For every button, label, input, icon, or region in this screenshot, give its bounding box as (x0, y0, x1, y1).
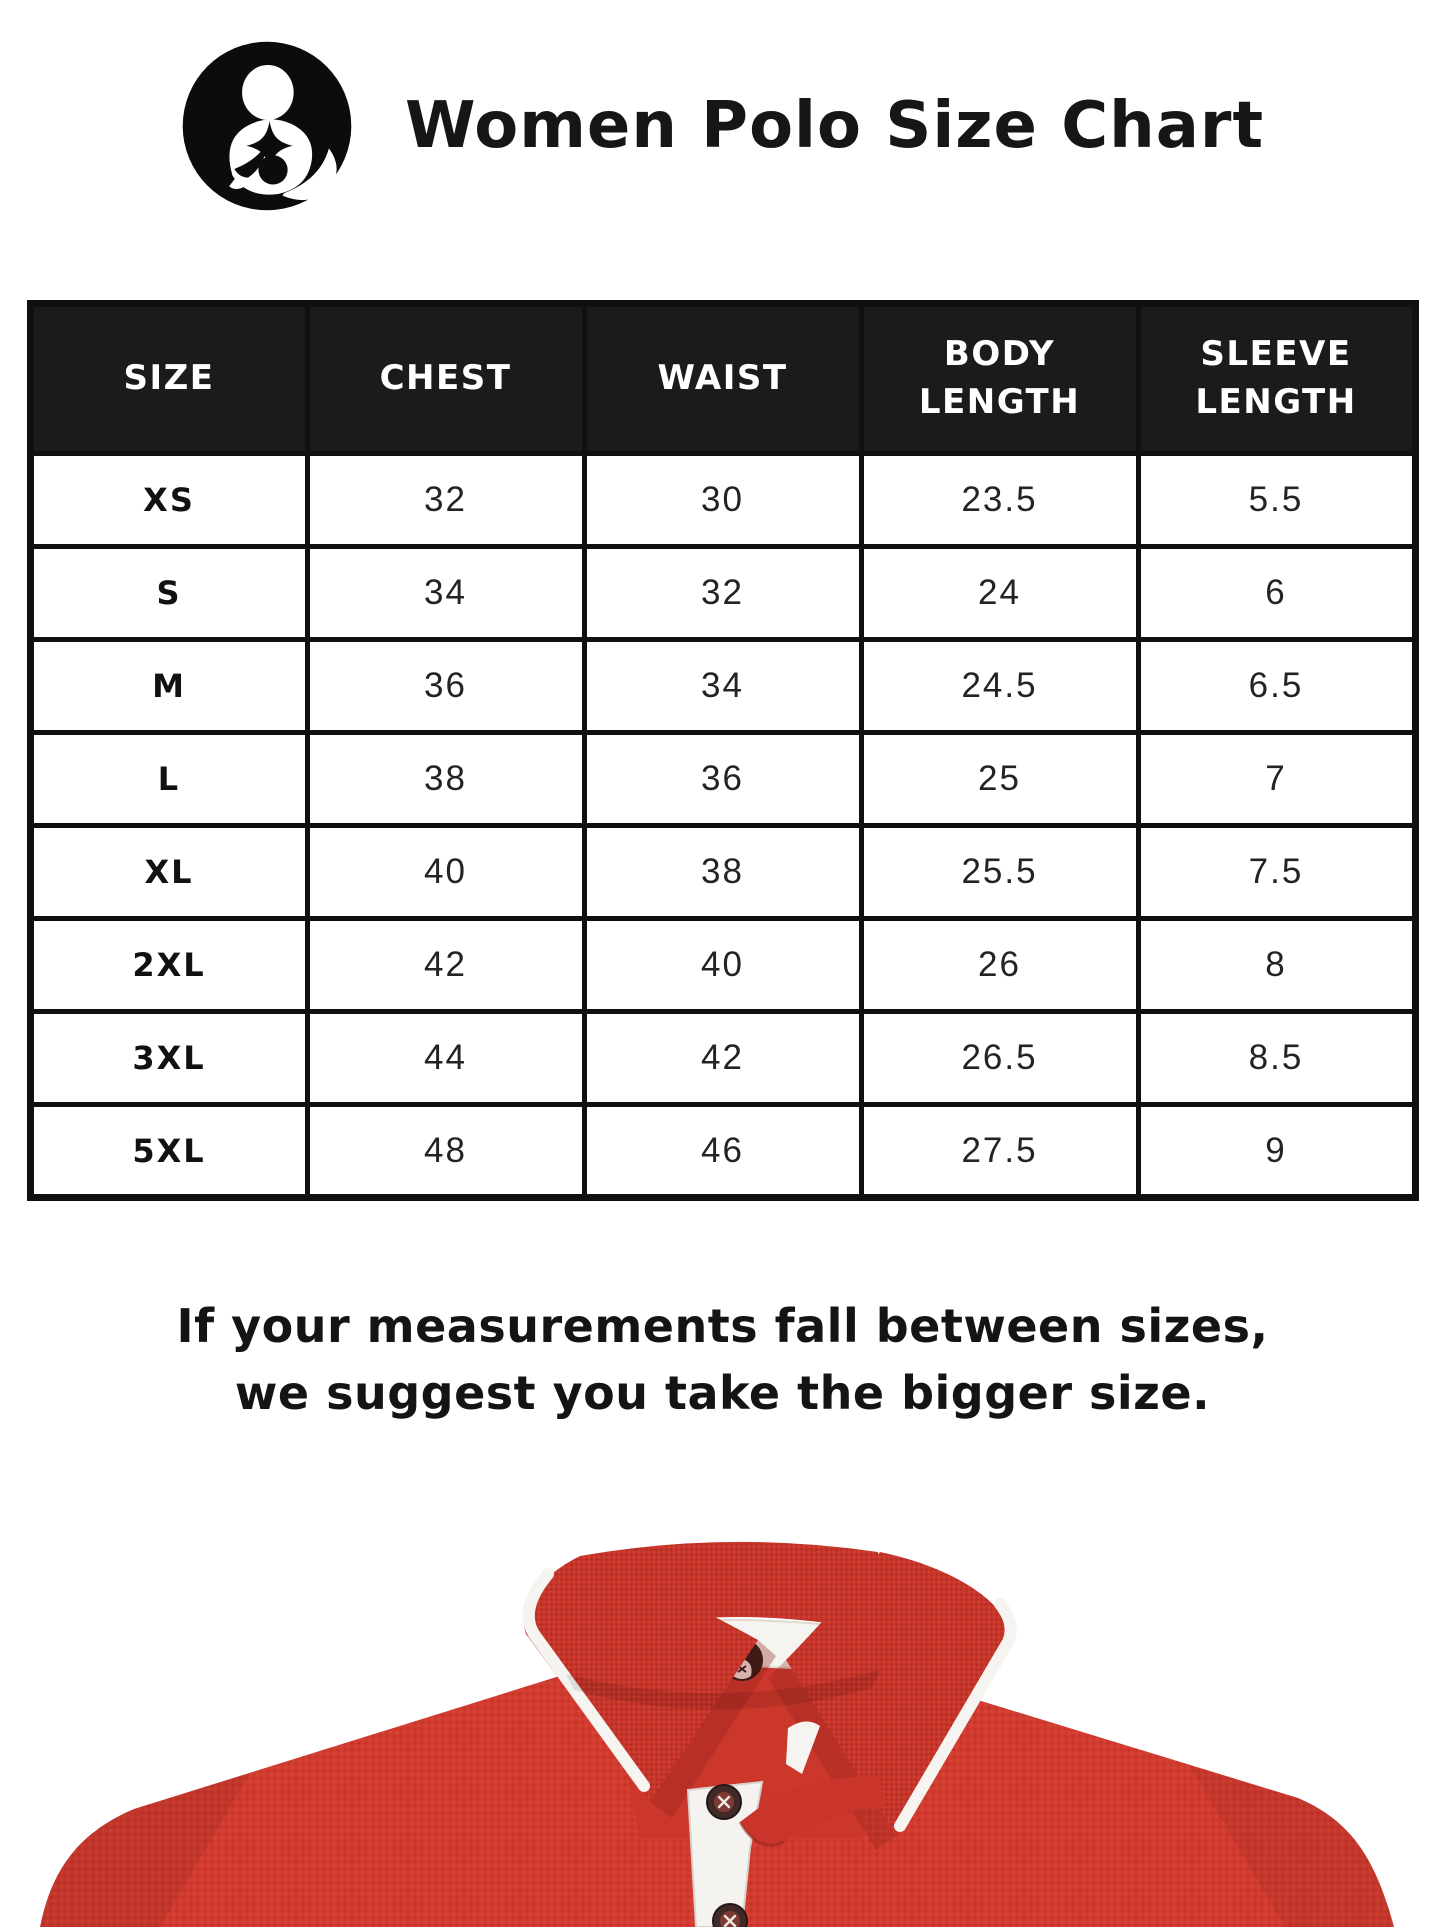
waist-value: 40 (584, 919, 861, 1012)
column-header-body-length: BODY LENGTH (861, 304, 1138, 454)
chest-value: 48 (307, 1105, 584, 1198)
size-value: 3XL (30, 1012, 307, 1105)
chest-value: 44 (307, 1012, 584, 1105)
chest-value: 40 (307, 826, 584, 919)
body-length-value: 24.5 (861, 640, 1138, 733)
chest-value: 38 (307, 733, 584, 826)
sizing-note (0, 1293, 1445, 1426)
chest-value: 32 (307, 454, 584, 547)
sizing-note-line2: we suggest you take the bigger size. (234, 1365, 1211, 1420)
waist-value: 38 (584, 826, 861, 919)
size-value: S (30, 547, 307, 640)
body-length-value: 26.5 (861, 1012, 1138, 1105)
column-header-sleeve-length: SLEEVE LENGTH (1138, 304, 1415, 454)
size-value: M (30, 640, 307, 733)
size-value: L (30, 733, 307, 826)
chest-value: 42 (307, 919, 584, 1012)
size-value: 2XL (30, 919, 307, 1012)
table-row (30, 733, 1415, 826)
waist-value: 32 (584, 547, 861, 640)
sleeve-length-value: 9 (1138, 1105, 1415, 1198)
polo-shirt-image (0, 1538, 1445, 1927)
sizing-note-line1: If your measurements fall between sizes, (176, 1299, 1269, 1353)
body-length-value: 25.5 (861, 826, 1138, 919)
chest-value: 36 (307, 640, 584, 733)
body-length-value: 25 (861, 733, 1138, 826)
waist-value: 46 (584, 1105, 861, 1198)
size-value: XS (30, 454, 307, 547)
size-value: XL (30, 826, 307, 919)
column-header-waist: WAIST (584, 304, 861, 454)
size-value: 5XL (30, 1105, 307, 1198)
sleeve-length-value: 7 (1138, 733, 1415, 826)
sleeve-length-value: 6 (1138, 547, 1415, 640)
sleeve-length-value: 7.5 (1138, 826, 1415, 919)
table-row (30, 640, 1415, 733)
size-chart-table-container (27, 300, 1419, 1201)
sleeve-length-value: 6.5 (1138, 640, 1415, 733)
column-header-chest: CHEST (307, 304, 584, 454)
table-row (30, 547, 1415, 640)
header (0, 0, 1445, 212)
sleeve-length-value: 8 (1138, 919, 1415, 1012)
size-chart-table (27, 300, 1419, 1201)
waist-value: 42 (584, 1012, 861, 1105)
waist-value: 34 (584, 640, 861, 733)
table-row (30, 1012, 1415, 1105)
body-length-value: 24 (861, 547, 1138, 640)
brand-logo-icon (181, 40, 353, 212)
table-row (30, 454, 1415, 547)
chest-value: 34 (307, 547, 584, 640)
page-title: Women Polo Size Chart (404, 89, 1265, 163)
table-row (30, 826, 1415, 919)
top-button (707, 1785, 741, 1819)
body-length-value: 27.5 (861, 1105, 1138, 1198)
waist-value: 36 (584, 733, 861, 826)
sleeve-length-value: 5.5 (1138, 454, 1415, 547)
column-header-size: SIZE (30, 304, 307, 454)
table-header-row (30, 304, 1415, 454)
sleeve-length-value: 8.5 (1138, 1012, 1415, 1105)
body-length-value: 23.5 (861, 454, 1138, 547)
table-row (30, 1105, 1415, 1198)
body-length-value: 26 (861, 919, 1138, 1012)
table-row (30, 919, 1415, 1012)
waist-value: 30 (584, 454, 861, 547)
